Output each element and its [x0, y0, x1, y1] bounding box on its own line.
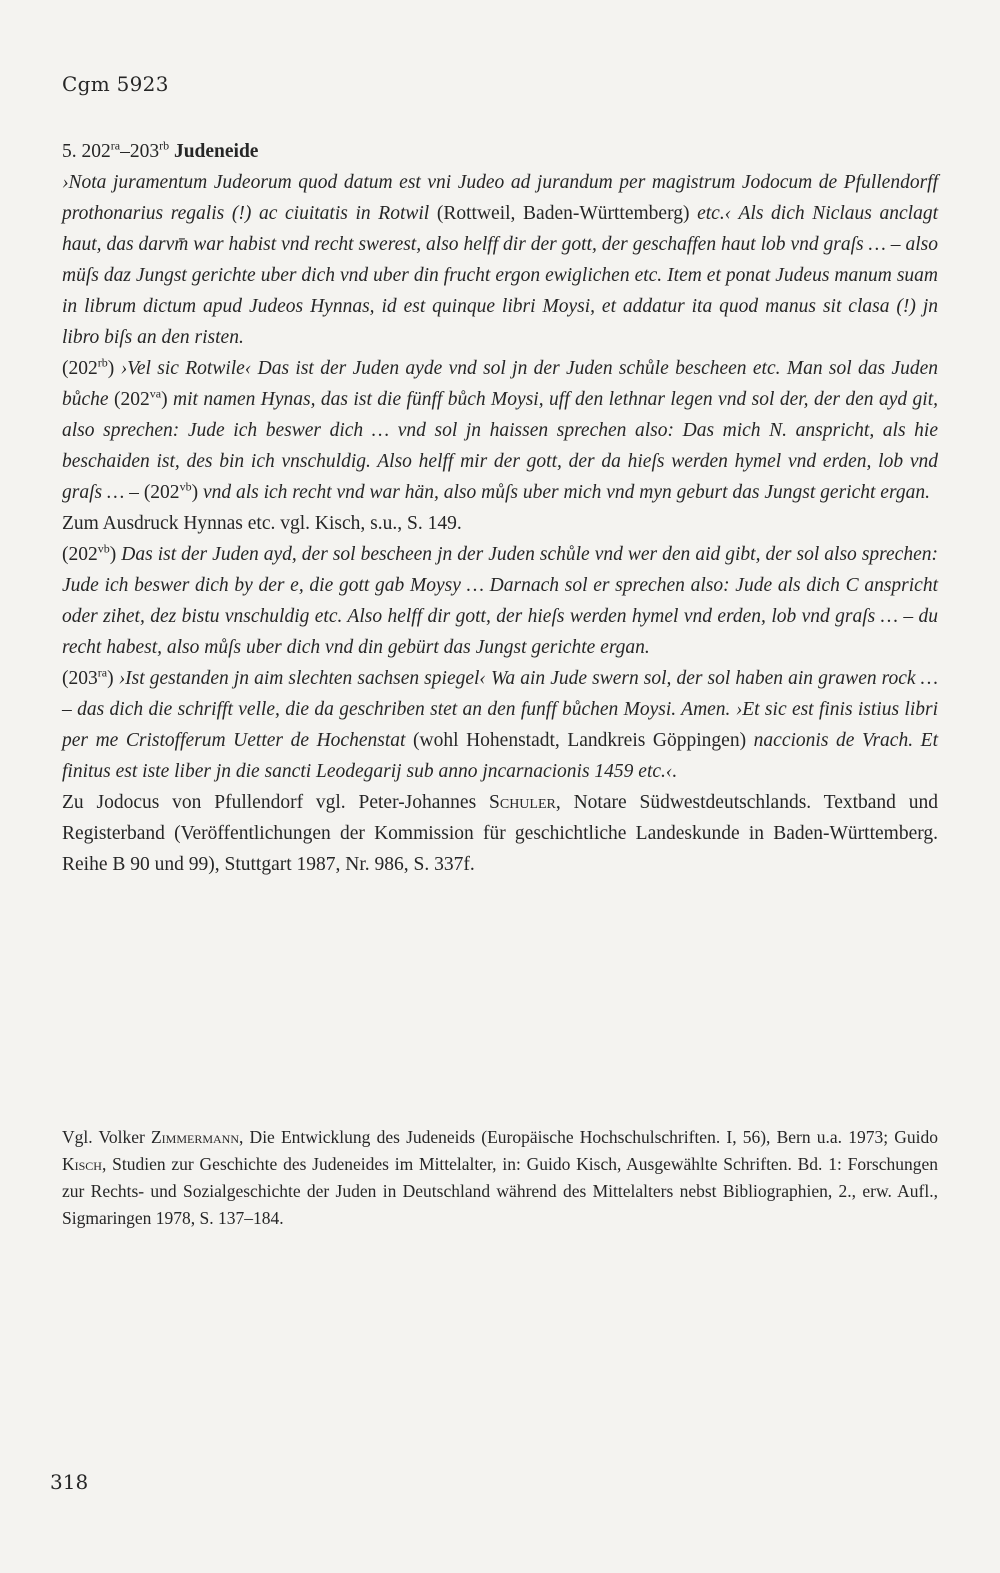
entry-heading	[62, 136, 938, 167]
paragraph-5: $(203^{ra})$ ›Ist gestanden jn aim slechten sachsen spiegel‹ Wa ain Jude swern sol, der sol haben ain grawen rock … – das dich die schrifft velle, die da geschriben stet an den funff bůchen Moysi. Amen. ›Et sic est finis istius libri per me Cristofferum Uetter de Hochenstat (wohl Hohenstadt, Landkreis Göppingen) naccionis de Vrach. Et finitus est iste liber jn die sancti Leodegarij sub anno jncarnacionis 1459 etc.‹.	[62, 665, 938, 782]
paragraph-2: $(202^{rb})$ ›Vel sic Rotwile‹ Das ist der Juden ayde vnd sol jn der Juden schůle bescheen etc. Man sol das Juden bůche $(202^{va})$ mit namen Hynas, das ist die fünff bůch Moysi, uff den lethnar legen vnd sol der, der den ayd git, also sprechen: Jude ich beswer dich … vnd sol jn haissen sprechen also: Das mich N. anspricht, als hie beschaiden ist, des bin ich vnschuldig. Also helff mir der gott, der da hieſs werden hymel vnd erden, lob vnd graſs … – $(202^{vb})$ vnd als ich recht vnd war hän, also můſs uber mich vnd myn geburt das Jungst gericht ergan.	[62, 355, 939, 503]
main-text	[62, 136, 938, 880]
page-number: 318	[50, 1470, 89, 1494]
entry-title: Judeneide	[173, 141, 259, 162]
paragraph-6: Zu Jodocus von Pfullendorf vgl. Peter-Johannes Schuler, Notare Südwestdeutschlands. Textband und Registerband (Veröffentlichungen der Kommission für geschichtliche Landeskunde in Baden-Württemberg. Reihe B 90 und 99), Stuttgart 1987, Nr. 986, S. 337f.	[62, 792, 939, 875]
paragraph-3: Zum Ausdruck Hynnas etc. vgl. Kisch, s.u., S. 149.	[62, 513, 462, 534]
folio-range: $202^{ra}-203^{rb}$	[81, 138, 170, 162]
bibliography-note: Vgl. Volker Zimmermann, Die Entwicklung des Judeneids (Europäische Hochschulschriften. I, 56), Bern u.a. 1973; Guido Kisch, Studien zur Geschichte des Judeneides im Mittelalter, in: Guido Kisch, Ausgewählte Schriften. Bd. 1: Forschungen zur Rechts- und Sozialgeschichte der Juden in Deutschland während des Mittelalters nebst Bibliographien, 2., erw. Aufl., Sigmaringen 1978, S. 137–184.	[62, 1127, 938, 1228]
entry-number: 5.	[62, 141, 77, 162]
paragraph-4: $(202^{vb})$ Das ist der Juden ayd, der sol bescheen jn der Juden schůle vnd wer den aid gibt, der sol also sprechen: Jude ich beswer dich by der e, die gott gab Moysy … Darnach sol er sprechen also: Jude als dich C anspricht oder zihet, dez bistu vnschuldig etc. Also helff dir gott, der hieſs werden hymel vnd erden, lob vnd graſs … – du recht habest, also můſs uber dich vnd din gebürt das Jungst gerichte ergan.	[62, 541, 938, 658]
paragraph-1: ›Nota juramentum Judeorum quod datum est vni Judeo ad jurandum per magistrum Jodocum de Pfullendorff prothonarius regalis (!) ac ciuitatis in Rotwil (Rottweil, Baden-Württemberg) etc.‹ Als dich Niclaus anclagt haut, das darvm̄ war habist vnd recht swerest, also helff dir der gott, der geschaffen haut lob vnd graſs … – also müſs daz Jungst gerichte uber dich vnd uber din frucht ergon ewiglichen etc. Item et ponat Judeus manum suam in librum dictum apud Judeos Hynnas, id est quinque libri Moysi, et addatur ita quod manus sit clasa (!) jn libro biſs an den risten.	[62, 172, 938, 348]
running-header: Cgm 5923	[62, 72, 169, 96]
